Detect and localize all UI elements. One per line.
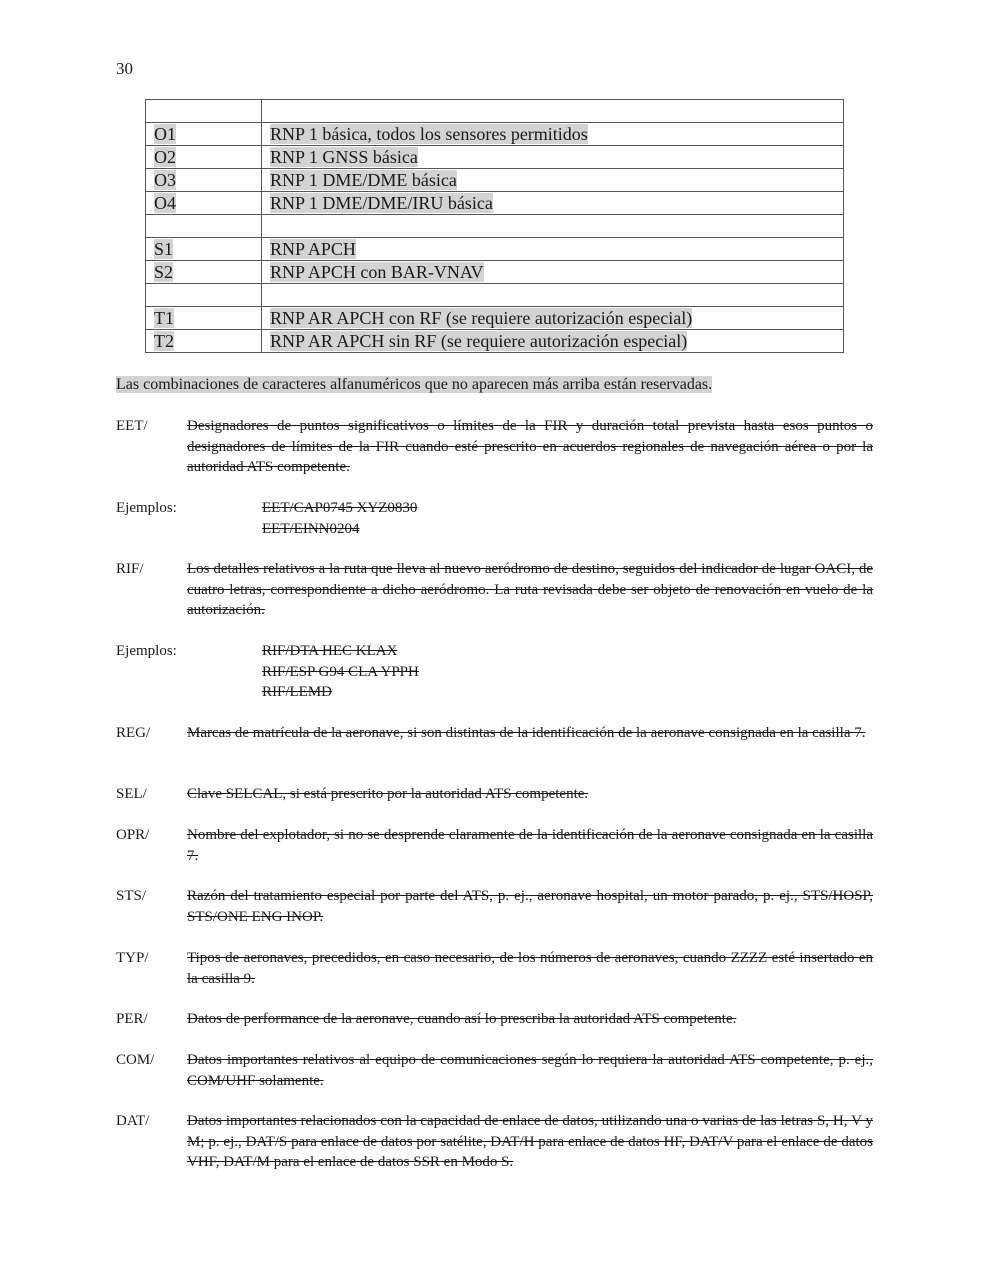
description-text: RNP 1 básica, todos los sensores permitidos: [270, 124, 588, 144]
description-cell: [262, 284, 844, 307]
code-text: O4: [154, 193, 176, 213]
entry-typ: [116, 948, 873, 989]
description-text: RNP APCH: [270, 239, 356, 259]
entry-tag: EET/: [116, 418, 148, 434]
description-text: RNP APCH con BAR-VNAV: [270, 262, 484, 282]
entry-tag: SEL/: [116, 786, 147, 802]
code-cell: [146, 215, 262, 238]
code-cell: [146, 307, 262, 330]
description-text: RNP 1 DME/DME/IRU básica: [270, 193, 493, 213]
code-cell: [146, 284, 262, 307]
table-row: [146, 169, 844, 192]
example-line: EET/CAP0745 XYZ0830: [262, 500, 418, 516]
entry-text: Clave SELCAL, si está prescrito por la autoridad ATS competente.: [187, 786, 589, 802]
table-row: [146, 307, 844, 330]
example-line: EET/EINN0204: [262, 520, 360, 537]
code-text: S1: [154, 239, 174, 259]
description-cell: [262, 261, 844, 284]
entry-opr: [116, 825, 873, 866]
entry-tag: RIF/: [116, 561, 144, 577]
description-cell: [262, 169, 844, 192]
code-cell: [146, 146, 262, 169]
examples-label: Ejemplos:: [116, 643, 177, 659]
code-cell: [146, 238, 262, 261]
entry-tag: PER/: [116, 1011, 148, 1027]
examples-label: Ejemplos:: [116, 500, 177, 516]
entry-sel: [116, 784, 873, 805]
code-text: O3: [154, 170, 176, 190]
entry-text: Razón del tratamiento especial por parte del ATS, p. ej., aeronave hospital, un motor parado, p. ej., STS/HOSP, STS/ONE ENG INOP.: [187, 888, 873, 925]
code-cell: [146, 261, 262, 284]
entry-text: Los detalles relativos a la ruta que lleva al nuevo aeródromo de destino, seguidos del indicador de lugar OACI, de cuatro letras, correspondiente a dicho aeródromo. La ruta revisada debe ser objeto de renovación en vuelo de la autorización.: [187, 561, 873, 618]
entry-text: Tipos de aeronaves, precedidos, en caso necesario, de los números de aeronaves, cuando ZZZZ esté insertado en la casilla 9.: [187, 950, 873, 987]
description-cell: [262, 123, 844, 146]
example-line: RIF/LEMD: [262, 684, 333, 700]
entry-text: Datos importantes relativos al equipo de comunicaciones según lo requiera la autoridad ATS competente, p. ej., COM/UHF solamente.: [187, 1052, 873, 1089]
code-cell: [146, 100, 262, 123]
description-text: RNP 1 DME/DME básica: [270, 170, 457, 190]
entry-text: Nombre del explotador, si no se desprende claramente de la identificación de la aeronave consignada en la casilla 7.: [187, 827, 873, 864]
table-row: [146, 100, 844, 123]
code-cell: [146, 192, 262, 215]
entry-per: [116, 1009, 873, 1030]
table-row: [146, 123, 844, 146]
entry-rif: [116, 559, 873, 621]
table-row: [146, 238, 844, 261]
reserved-note: Las combinaciones de caracteres alfanuméricos que no aparecen más arriba están reservadas.: [116, 376, 713, 393]
description-text: RNP AR APCH con RF (se requiere autorización especial): [270, 308, 693, 328]
description-cell: [262, 330, 844, 353]
entry-tag: COM/: [116, 1052, 155, 1068]
entry-dat: [116, 1111, 873, 1173]
table-row: [146, 330, 844, 353]
entry-eet: [116, 416, 873, 478]
example-line: RIF/DTA HEC KLAX: [262, 643, 398, 659]
code-text: O2: [154, 147, 176, 167]
example-line: RIF/ESP G94 CLA YPPH: [262, 663, 419, 680]
entry-text: Datos importantes relacionados con la capacidad de enlace de datos, utilizando una o varias de las letras S, H, V y M; p. ej., DAT/S para enlace de datos por satélite, DAT/H para enlace de datos HF, DAT/V para el enlace de datos VHF, DAT/M para el enlace de datos SSR en Modo S.: [187, 1113, 873, 1170]
description-cell: [262, 307, 844, 330]
entry-reg: [116, 723, 873, 744]
navigation-spec-table: [145, 99, 844, 353]
code-text: T2: [154, 331, 174, 351]
table-row: [146, 261, 844, 284]
entry-tag: STS/: [116, 888, 147, 904]
table-row: [146, 146, 844, 169]
entry-text: Marcas de matrícula de la aeronave, si son distintas de la identificación de la aeronave consignada en la casilla 7.: [187, 725, 866, 741]
page-number: 30: [116, 59, 133, 78]
entry-text: Datos de performance de la aeronave, cuando así lo prescriba la autoridad ATS competente.: [187, 1011, 737, 1027]
entry-tag: DAT/: [116, 1113, 150, 1129]
code-cell: [146, 169, 262, 192]
examples-eet: [116, 498, 873, 539]
description-cell: [262, 238, 844, 261]
entry-text: Designadores de puntos significativos o límites de la FIR y duración total prevista hasta esos puntos o designadores de límites de la FIR cuando esté prescrito en acuerdos regionales de navegación aérea o por la autoridad ATS competente.: [187, 418, 873, 475]
description-text: RNP AR APCH sin RF (se requiere autorización especial): [270, 331, 688, 351]
examples-rif: [116, 641, 873, 703]
code-cell: [146, 330, 262, 353]
code-text: O1: [154, 124, 176, 144]
table-row: [146, 192, 844, 215]
entry-tag: TYP/: [116, 950, 149, 966]
description-cell: [262, 215, 844, 238]
code-text: T1: [154, 308, 174, 328]
table-row: [146, 284, 844, 307]
entry-sts: [116, 886, 873, 927]
entry-tag: OPR/: [116, 827, 150, 843]
code-text: S2: [154, 262, 174, 282]
description-cell: [262, 146, 844, 169]
entry-tag: REG/: [116, 725, 151, 741]
entry-com: [116, 1050, 873, 1091]
description-cell: [262, 192, 844, 215]
description-cell: [262, 100, 844, 123]
description-text: RNP 1 GNSS básica: [270, 147, 418, 167]
table-row: [146, 215, 844, 238]
code-cell: [146, 123, 262, 146]
